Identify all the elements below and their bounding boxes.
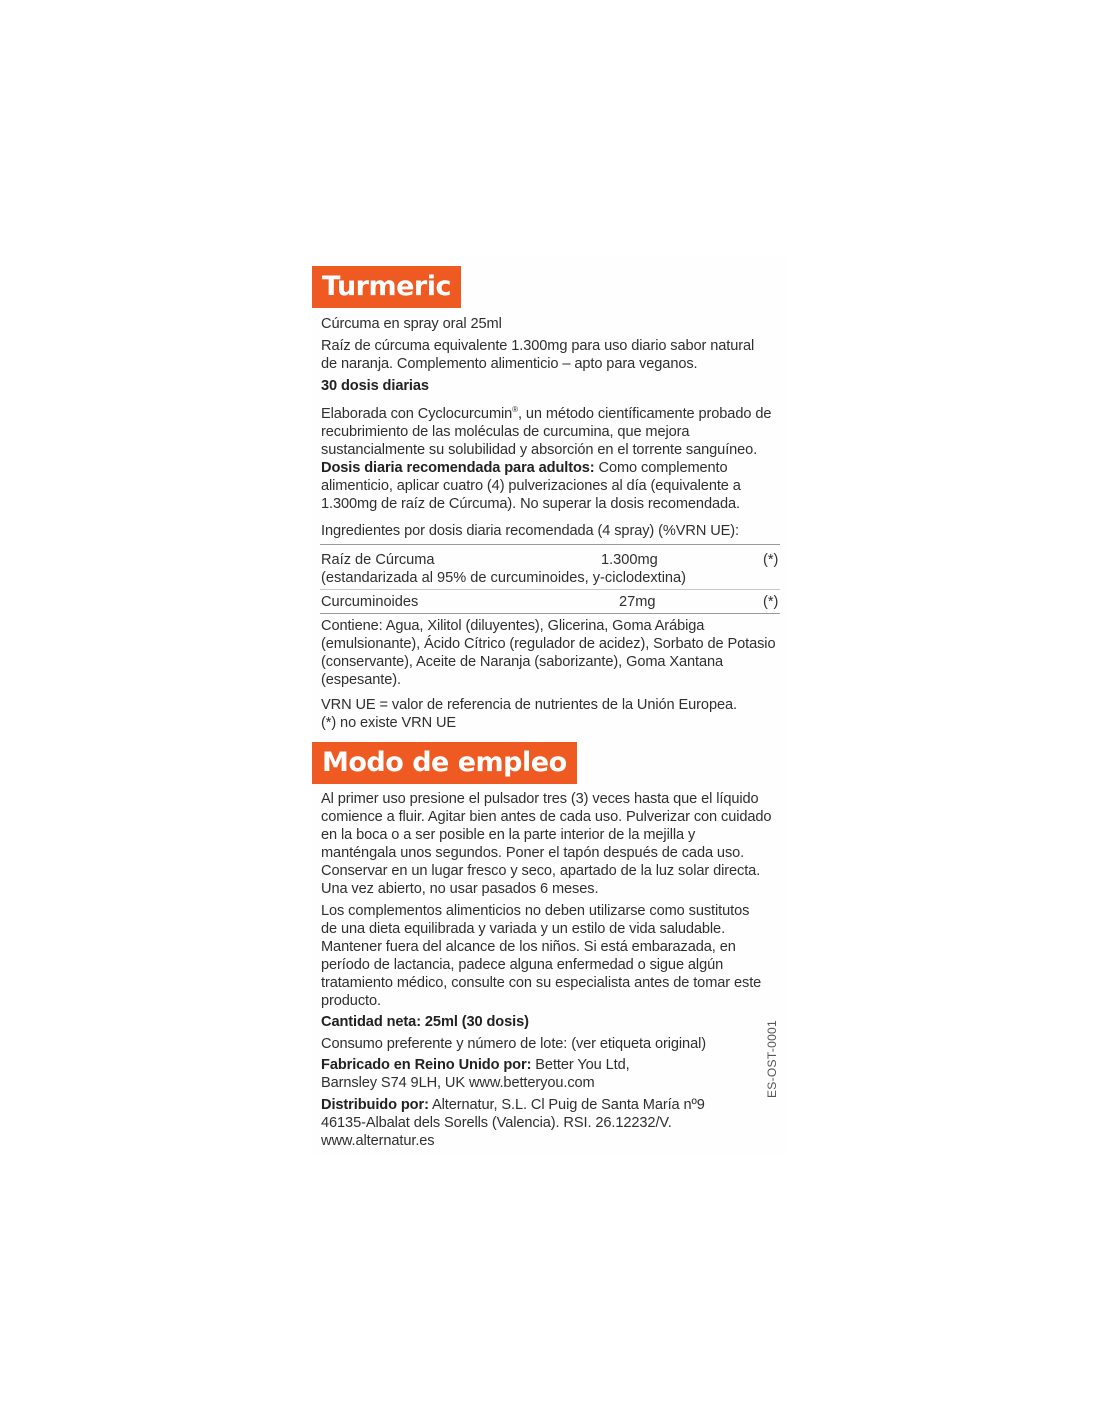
vrn-note: VRN UE = valor de referencia de nutrientes de la Unión Europea. [321, 697, 737, 713]
row-2-name: Curcuminoides [321, 594, 419, 610]
table-row-rule [320, 589, 780, 590]
daily-doses: 30 dosis diarias [321, 378, 429, 394]
vrn-note-asterisk: (*) no existe VRN UE [321, 715, 457, 731]
usage-instructions: Al primer uso presione el pulsador tres (3) veces hasta que el líquido comience a fluir. Agitar bien antes de cada uso. Pulverizar con cuidado en la boca o a ser posible en la parte interior de la mejilla y manténgala unos segundos. Poner el tapón después de cada uso. Conservar en un lugar fresco y seco, apartado de la luz solar directa. Una vez abierto, no usar pasados 6 meses. [321, 791, 772, 897]
row-1-amount: 1.300mg [601, 552, 658, 568]
best-before: Consumo preferente y número de lote: (ver etiqueta original) [321, 1036, 706, 1052]
registered-mark: ® [512, 405, 518, 414]
title-turmeric: Turmeric [312, 266, 461, 308]
product-description: Raíz de cúrcuma equivalente 1.300mg para uso diario sabor natural de naranja. Complemento alimenticio – apto para veganos. [321, 338, 755, 372]
table-bottom-rule [320, 613, 780, 614]
distributor: Distribuido por: Alternatur, S.L. Cl Puig de Santa María nº9 46135-Albalat dels Sorells (Valencia). RSI. 26.12232/V. www.alternatur.es [321, 1097, 705, 1149]
product-subtitle: Cúrcuma en spray oral 25ml [321, 316, 502, 332]
cyclocurcumin-text: Elaborada con Cyclocurcumin®, un método científicamente probado de recubrimiento de las moléculas de curcumina, que mejora sustancialmente su solubilidad y absorción en el torrente sanguíneo. [321, 405, 772, 458]
title-modo-de-empleo: Modo de empleo [312, 742, 577, 784]
table-top-rule [320, 544, 780, 545]
contains-text: Contiene: Agua, Xilitol (diluyentes), Glicerina, Goma Arábiga (emulsionante), Ácido Cítrico (regulador de acidez), Sorbato de Potasio (conservante), Aceite de Naranja (saborizante), Goma Xantana (espesante). [321, 618, 776, 688]
row-1-note: (estandarizada al 95% de curcuminoides, y-ciclodextina) [321, 570, 687, 586]
net-quantity: Cantidad neta: 25ml (30 dosis) [321, 1014, 529, 1030]
ingredients-header: Ingredientes por dosis diaria recomendada (4 spray) (%VRN UE): [321, 523, 740, 539]
recommended-dose: Dosis diaria recomendada para adultos: Como complemento alimenticio, aplicar cuatro (4) pulverizaciones al día (equivalente a 1.300mg de raíz de Cúrcuma). No superar la dosis recomendada. [321, 460, 741, 512]
row-1-vrn: (*) [763, 552, 779, 568]
row-2-amount: 27mg [619, 594, 656, 610]
product-code: ES-OST-0001 [765, 1019, 779, 1098]
row-2-vrn: (*) [763, 594, 779, 610]
row-1-name: Raíz de Cúrcuma [321, 552, 435, 568]
manufacturer: Fabricado en Reino Unido por: Better You Ltd, Barnsley S74 9LH, UK www.betteryou.com [321, 1057, 630, 1091]
warning-text: Los complementos alimenticios no deben utilizarse como sustitutos de una dieta equilibrada y variada y un estilo de vida saludable. Mantener fuera del alcance de los niños. Si está embarazada, en período de lactancia, padece alguna enfermedad o sigue algún tratamiento médico, consulte con su especialista antes de tomar este producto. [321, 903, 762, 1009]
